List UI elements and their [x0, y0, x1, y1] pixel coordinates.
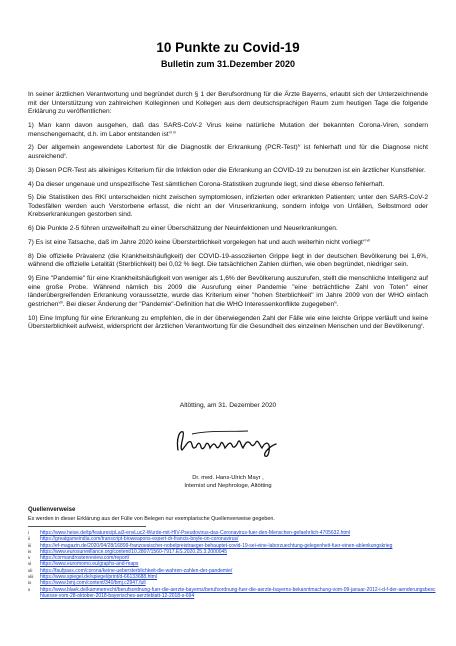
footnote-divider	[28, 526, 146, 527]
point-text: 2) Der allgemein angewendete Labortest für die Diagnostik der Erkrankung (PCR-Test)	[28, 144, 298, 152]
author-role: Internist und Nephrologe, Altötting	[184, 483, 272, 489]
document-subtitle: Bulletin zum 31.Dezember 2020	[160, 59, 296, 69]
sources-note: Es werden in dieser Erklärung aus der Fülle von Belegen nur exemplarische Quellenverweise gegeben.	[28, 516, 275, 522]
footnote-marker[interactable]: i ii iii	[168, 129, 176, 134]
point-8: 8) Die offizielle Prävalenz (die Krankheitshäufigkeit) der COVID-19-assoziierten Grippe liegt in der deutschen Bevölkerung bei 1,6%, während die offizielle Letalität (Sterblichkeit) bei 0,02 % liegt. Die tatsächlichen Zahlen dürften, wie oben begründet, niedriger sein.	[28, 252, 428, 269]
reference-link[interactable]: https://greatgameindia.com/transcript-bioweapons-expert-dr-francis-boyle-on-coronavirus/	[40, 536, 239, 543]
reference-link[interactable]: https://www.heise.de/tp/features/pLai3-envLuc2-Wurde-mit-HIV-Pseudovirus-das-Coronavirus-fuer-den-Menschen-gefaehrlich-4705632.html	[40, 530, 351, 536]
reference-number: iii	[28, 542, 32, 548]
sources-heading: Quellenverweise	[28, 507, 76, 513]
reference-link[interactable]: https://www.bmj.com/content/340/bmj.c2947.full	[40, 580, 146, 587]
point-6: 6) Die Punkte 2-5 führen unzweifelhaft zu einer Überschätzung der Neuinfektionen und Neuerkrankungen.	[28, 225, 338, 233]
reference-link[interactable]: https://www.euromomo.eu/graphs-and-maps	[40, 561, 139, 568]
handwritten-signature	[170, 420, 290, 462]
point-text-end: .	[65, 152, 68, 160]
point-text: 9) Eine "Pandemie" für eine Krankheitshäufigkeit von weniger als 1,6% der Bevölkerung auszurufen, stellt die menschliche Intelligenz auf eine große Probe. Während nämlich bis 2009 die Ausrufung einer Pandemie "eine beträchtliche Zahl von Toten" einer länderübergreifenden Erkrankung voraussetzte, wurde das Kriterium einer "hohen Sterblichkeit" im Jahre 2009 von der WHO einfach gestrichen	[28, 275, 428, 308]
point-9	[28, 275, 428, 309]
point-text: 7) Es ist eine Tatsache, daß im Jahre 2020 keine Übersterblichkeit vorgelegen hat und auch weiterhin nicht vorliegt	[28, 239, 363, 247]
footnote-marker[interactable]: iv	[297, 143, 301, 148]
point-1	[28, 122, 428, 139]
point-10	[28, 315, 428, 332]
footnote-marker[interactable]: viii	[58, 300, 63, 305]
reference-link[interactable]: https://www.spiegel.de/spiegel/print/d-66133688.html	[40, 574, 158, 581]
reference-number: viii	[28, 574, 34, 580]
reference-number: ix	[28, 580, 32, 586]
author-block	[0, 474, 456, 490]
point-text-end: .	[336, 300, 339, 308]
footnote-marker[interactable]: x	[420, 322, 423, 327]
point-2	[28, 144, 428, 161]
reference-number: i	[28, 530, 30, 535]
place-date: Altötting, am 31. Dezember 2020	[179, 402, 277, 409]
footnote-marker[interactable]: v	[63, 152, 66, 157]
reference-link[interactable]: https://cormandrostenreview.com/report/	[40, 555, 130, 562]
reference-item	[28, 587, 438, 600]
reference-number: vi	[28, 561, 32, 567]
reference-number: v	[28, 555, 31, 561]
point-text-cont: ist fehlerhaft und für die Diagnose nicht ausreichend	[28, 144, 428, 160]
intro-paragraph: In seiner ärztlichen Verantwortung und begründet durch § 1 der Berufsordnung für die Ärzte Bayerns, erlaubt sich der Unterzeichnende mit der Unterstützung von zahlreichen Kolleginnen und Kollegen aus dem deutschsprachigen Raum zum heutigen Tage die folgende Erklärung zu veröffentlichen:	[28, 91, 428, 116]
point-3: 3) Diesen PCR-Test als alleiniges Kriterium für die Infektion oder die Erkrankung an COVID-19 zu benutzen ist ein ärztlicher Kunstfehler.	[28, 166, 426, 174]
point-text-cont: . Bei dieser Änderung der "Pandemie"-Definition hat die WHO Interessenkonflikte zugegeben	[62, 300, 335, 308]
reference-link[interactable]: https://faufpass.com/corona/keine-uebersterblichkeit-die-wahren-zahlen-der-pandemie/	[40, 567, 233, 574]
document-body	[28, 91, 428, 337]
footnote-marker[interactable]: ix	[334, 300, 337, 305]
point-text: 1) Man kann davon ausgehen, daß das SARS-CoV-2 Virus keine natürliche Mutation der bekannten Corona-Viren, sondern menschengemacht, d.h. im Labor entstanden ist	[28, 121, 428, 138]
point-5: 5) Die Statistiken des RKI unterscheiden nicht zwischen symptomlosen, infizierten oder erkrankten Patienten; unter den SARS-CoV-2 Todesfällen werden auch Verstorbene erfasst, die nicht an der Viruserkrankung, sondern infolge von Unfällen, Selbstmord oder Krebserkrankungen gestorben sind.	[28, 194, 428, 219]
point-text-end: .	[422, 323, 425, 331]
point-7	[28, 239, 428, 248]
point-4: 4) Da dieser ungenaue und unspezifische Test sämtlichen Corona-Statistiken zugrunde liegt, sind diese ebenso fehlerhaft.	[28, 180, 385, 188]
reference-link[interactable]: https://ef-magazin.de/2020/04/28/16899-franzoesischer-nobelpreistraeger-behauptet-covid-19-sei-eine-laborzuechtung-gelegenheit-fuer-einen-ablenkungskrieg	[40, 542, 393, 549]
reference-number: x	[28, 586, 31, 592]
reference-number: vii	[28, 567, 33, 573]
footnote-marker[interactable]: vi vii	[362, 238, 370, 243]
point-text: 10) Eine Impfung für eine Erkrankung zu empfehlen, die in der überwiegenden Zahl der Fälle wie eine leichte Grippe verläuft und keine Übersterblichkeit aufweist, widerspricht der ärztlichen Verantwortung für die Gesundheit des einzelnen Menschen und der Bevölkerung	[28, 314, 428, 331]
author-name: Dr. med. Hans-Ulrich Mayr ,	[192, 475, 264, 481]
reference-link[interactable]: https://www.eurosurveillance.org/content/10.2807/1560-7917.ES.2020.25.3.2000045	[40, 548, 228, 555]
document-title: 10 Punkte zu Covid-19	[156, 40, 300, 55]
reference-link[interactable]: https://www.blaek.de/kammerrecht/berufsordnung-fuer-die-aerzte-bayerns/berufsordnung-fuer-die-aerzte-bayerns-bekanntmachung-vom-09-januar-2012-i-d-f-der-aenderungsbeschluesse-vom-28-oktober-2018-bayerisches-aerzteblatt-12-2018-s-694	[40, 586, 436, 599]
reference-number: iv	[28, 548, 32, 554]
reference-list	[28, 530, 438, 599]
reference-number: ii	[28, 536, 31, 542]
